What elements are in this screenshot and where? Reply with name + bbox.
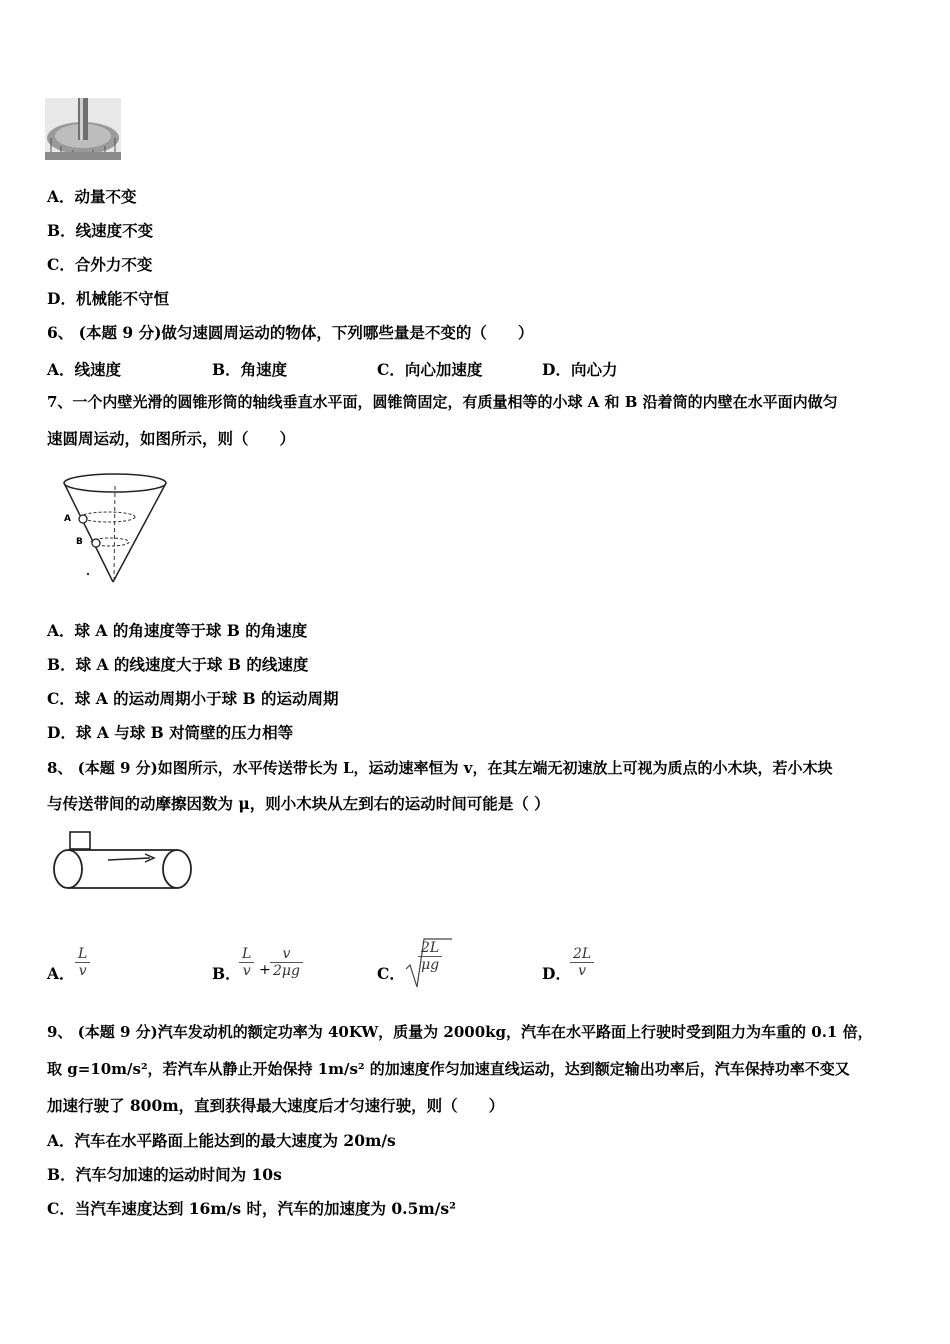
q8-d-numerator: 2L (570, 946, 594, 963)
q8-option-d-fraction (570, 946, 594, 979)
q8-option-b-fraction2 (270, 946, 303, 979)
q8-c-denominator: μg (421, 957, 440, 973)
q8-b-t2-denominator: 2μg (273, 963, 300, 979)
q9-option-a: A．汽车在水平路面上能达到的最大速度为 20m/s (47, 1131, 396, 1150)
q8-option-c-fraction (418, 940, 442, 973)
q7-option-c: C．球 A 的运动周期小于球 B 的运动周期 (47, 689, 339, 708)
ride-photo-figure (45, 98, 121, 160)
q9-stem-line3: 加速行驶了 800m，直到获得最大速度后才匀速行驶，则（ ） (47, 1096, 505, 1115)
q7-stem-line1: 7、一个内壁光滑的圆锥形筒的轴线垂直水平面，圆锥筒固定，有质量相等的小球 A 和 B 沿着筒的内壁在水平面内做匀 (47, 393, 838, 411)
q8-option-a-label: A． (47, 964, 75, 983)
q7-option-d: D．球 A 与球 B 对筒壁的压力相等 (47, 723, 294, 742)
q5-option-b: B．线速度不变 (47, 221, 154, 240)
q8-a-numerator: L (75, 946, 90, 963)
q7-stem-line2: 速圆周运动，如图所示，则（ ） (47, 429, 296, 448)
q8-option-c-label: C． (377, 964, 405, 983)
q8-b-plus: + (259, 962, 271, 978)
q6-stem: 6、 (本题 9 分)做匀速圆周运动的物体，下列哪些量是不变的（ ） (47, 323, 534, 342)
q6-option-d: D．向心力 (542, 360, 618, 379)
cone-label-b: B (76, 537, 83, 547)
cone-label-a: A (64, 514, 71, 524)
q9-option-b: B．汽车匀加速的运动时间为 10s (47, 1165, 282, 1184)
q8-c-numerator: 2L (418, 940, 442, 957)
q5-option-a: A．动量不变 (47, 187, 137, 206)
q6-option-a: A．线速度 (47, 360, 122, 379)
q5-option-c: C．合外力不变 (47, 255, 153, 274)
q9-stem-line1: 9、 (本题 9 分)汽车发动机的额定功率为 40KW，质量为 2000kg，汽车在水平路面上行驶时受到阻力为车重的 0.1 倍， (47, 1023, 873, 1041)
q8-stem-line1: 8、 (本题 9 分)如图所示，水平传送带长为 L，运动速率恒为 v，在其左端无初速放上可视为质点的小木块，若小木块 (47, 759, 833, 777)
q8-option-b-label: B． (212, 964, 241, 983)
q8-b-t1-denominator: v (242, 963, 251, 979)
q8-option-d-label: D． (542, 964, 571, 983)
q8-b-t1-numerator: L (239, 946, 254, 963)
q6-option-c: C．向心加速度 (377, 360, 483, 379)
q8-b-t2-numerator: v (270, 946, 303, 963)
q6-option-b: B．角速度 (212, 360, 288, 379)
conveyor-belt-figure (50, 830, 195, 892)
q8-d-denominator: v (578, 963, 587, 979)
q5-option-d: D．机械能不守恒 (47, 289, 169, 308)
q8-a-denominator: v (78, 963, 87, 979)
cone-figure (55, 470, 175, 588)
q9-stem-line2: 取 g=10m/s²，若汽车从静止开始保持 1m/s² 的加速度作匀加速直线运动，达到额定输出功率后，汽车保持功率不变又 (47, 1060, 850, 1078)
q8-option-a-fraction (75, 946, 90, 979)
q8-option-b-fraction1 (239, 946, 254, 979)
q9-option-c: C．当汽车速度达到 16m/s 时，汽车的加速度为 0.5m/s² (47, 1199, 456, 1218)
q7-option-b: B．球 A 的线速度大于球 B 的线速度 (47, 655, 309, 674)
q8-stem-line2: 与传送带间的动摩擦因数为 μ，则小木块从左到右的运动时间可能是（ ） (47, 794, 550, 813)
q7-option-a: A．球 A 的角速度等于球 B 的角速度 (47, 621, 308, 640)
